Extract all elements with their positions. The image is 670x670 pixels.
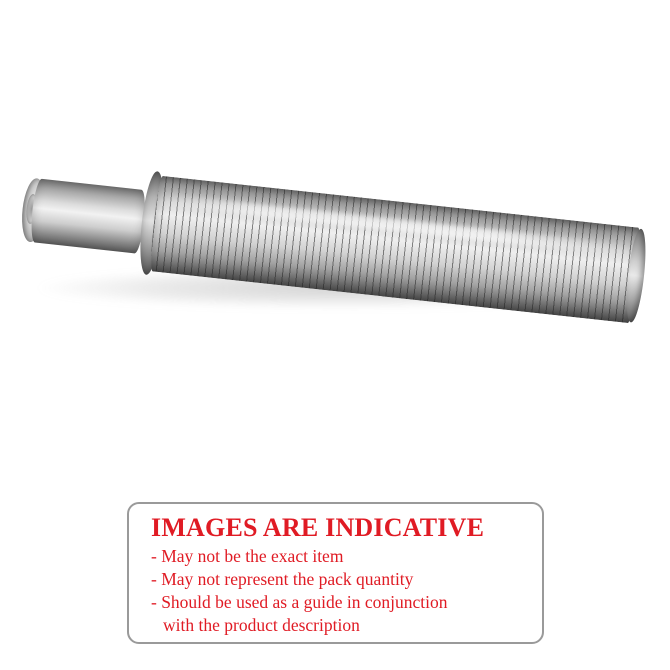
pulley-hub (29, 178, 147, 254)
notice-line-2: - May not represent the pack quantity (151, 569, 414, 590)
notice-line-1: - May not be the exact item (151, 546, 344, 567)
notice-title: IMAGES ARE INDICATIVE (151, 513, 485, 542)
notice-line-4: with the product description (163, 614, 360, 635)
indicative-images-notice (127, 502, 544, 644)
notice-line-3: - Should be used as a guide in conjunction (151, 591, 448, 612)
